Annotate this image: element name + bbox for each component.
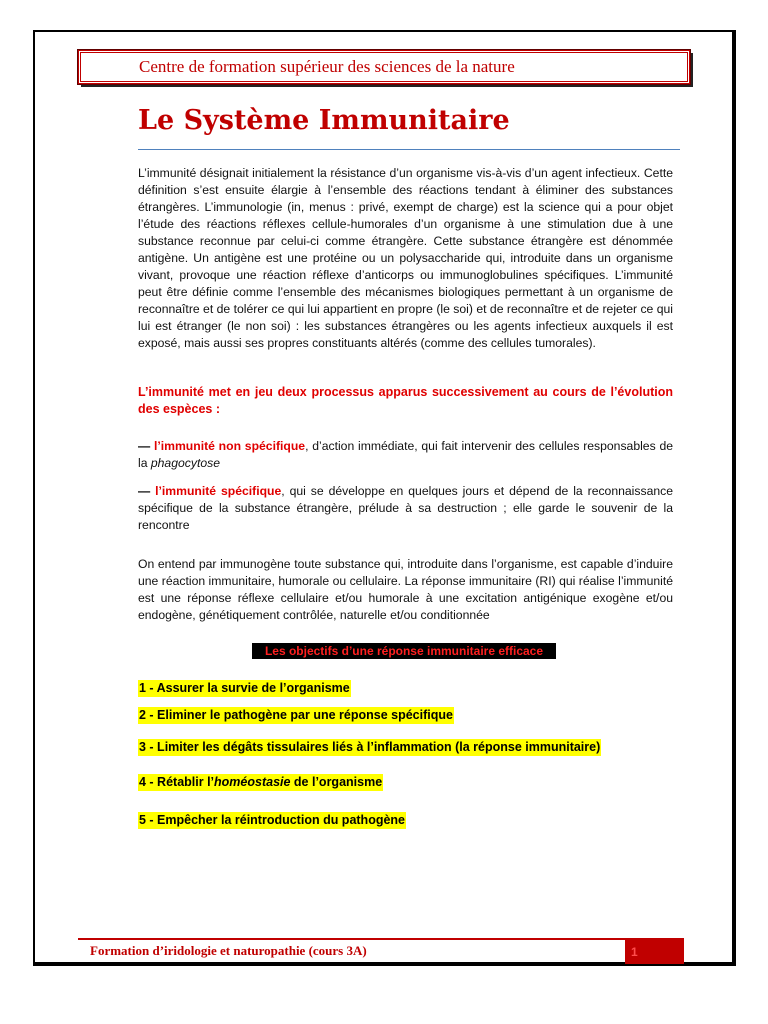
dash: — (138, 439, 151, 453)
objectives-heading: Les objectifs d’une réponse immunitaire efficace (252, 643, 556, 659)
specific-term: l’immunité spécifique (155, 484, 282, 498)
nonspecific-term: l’immunité non spécifique (153, 439, 306, 453)
objective-item: 1 - Assurer la survie de l’organisme (139, 681, 350, 695)
specific-text: , qui se développe en quelques jours et dépend de la reconnaissance spécifique de la substance étrangère, prélude à sa destruction ; elle garde le souvenir de la rencontre (138, 484, 673, 532)
intro-paragraph: L’immunité désignait initialement la résistance d’un organisme vis-à-vis d’un agent infectieux. Cette définition s’est ensuite élargie à l’ensemble des réactions tendant à éliminer des substances étrangères. L’immunologie (in, menus : privé, exempt de charge) est la science qui a pour objet l’étude des réactions réflexes cellule-humorales d’un organisme à une stimulation due à une substance reconnue par celui-ci comme étrangère. Cette substance étrangère est dénommée antigène. Un antigène est une protéine ou un polysaccharide qui, introduite dans un organisme vivant, provoque une réaction réflexe d’anticorps ou immunoglobulines spécifiques. L’immunité peut être définie comme l’ensemble des mécanismes biologiques permettant à un organisme de reconnaître et de tolérer ce qui lui appartient en propre (le soi) et de reconnaître et de rejeter ce qui lui est étranger (le non soi) : les substances étrangères ou les agents infectieux auxquels il est exposé, mais aussi ses propres constituants altérés (comme des cellules tumorales). (138, 166, 673, 350)
page-title: Le Système Immunitaire (138, 105, 510, 136)
objective-item (138, 774, 383, 791)
objective-item: 2 - Eliminer le pathogène par une réponse spécifique (139, 708, 453, 722)
objective-4-suffix: de l’organisme (290, 775, 383, 789)
header-banner (78, 50, 690, 84)
immunogen-paragraph: On entend par immunogène toute substance qui, introduite dans l’organisme, est capable d’induire une réaction immunitaire, humorale ou cellulaire. La réponse immunitaire (RI) qui réalise l’immunité est une réponse réflexe cellulaire et/ou humorale à une excitation antigénique exogène et/ou endogène, génétiquement contrôlée, naturelle et/ou conditionnée (138, 557, 673, 622)
nonspecific-text: , d’action immédiate, qui fait intervenir des cellules responsables de la (138, 439, 674, 470)
objective-item: 3 - Limiter les dégâts tissulaires liés à l’inflammation (la réponse immunitaire) (139, 740, 601, 754)
homeostasie-term: homéostasie (214, 775, 291, 789)
title-underline (138, 149, 680, 150)
header-title: Centre de formation supérieur des sciences de la nature (139, 57, 515, 76)
footer-text: Formation d’iridologie et naturopathie (cours 3A) (90, 943, 367, 958)
objective-item: 5 - Empêcher la réintroduction du pathogène (139, 813, 406, 827)
specific-immunity-paragraph (138, 483, 673, 534)
nonspecific-immunity-paragraph (138, 438, 673, 472)
processes-heading: L’immunité met en jeu deux processus apparus successivement au cours de l’évolution des espèces : (138, 385, 673, 416)
dash: — (138, 484, 151, 498)
objective-4-prefix: 4 - Rétablir l’ (139, 775, 215, 789)
phagocytose-term: phagocytose (150, 456, 220, 470)
footer-divider (78, 938, 684, 940)
page-number: 1 (631, 945, 638, 959)
page-number-badge (625, 940, 684, 964)
